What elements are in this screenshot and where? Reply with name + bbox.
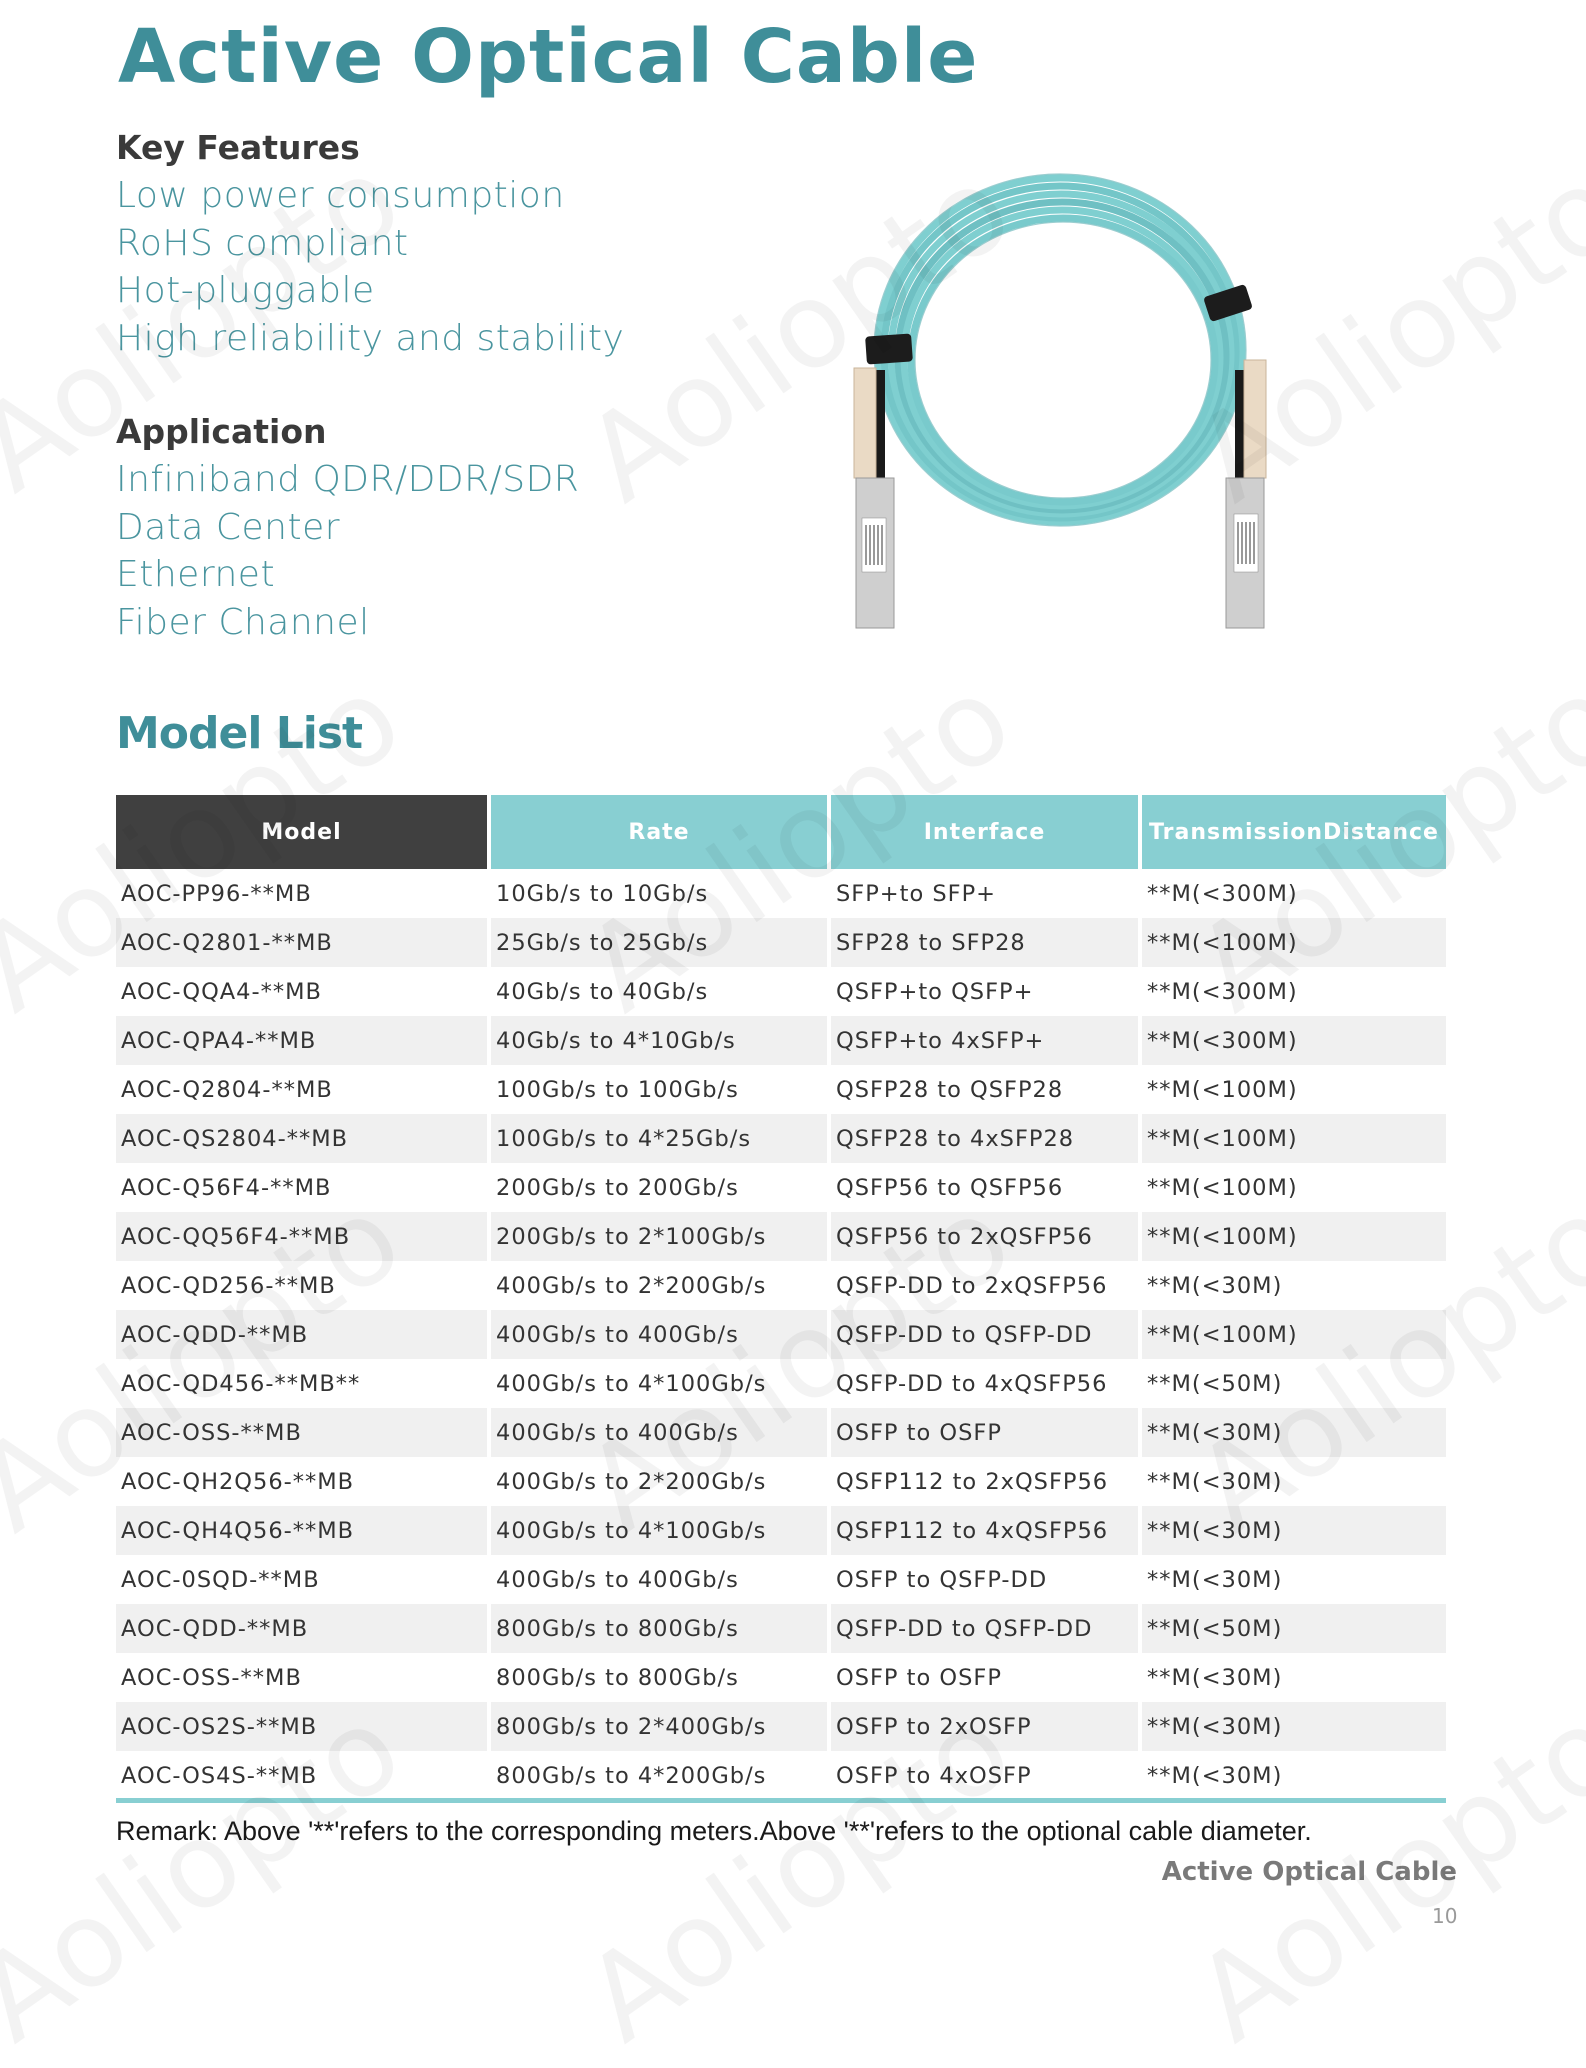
cell-model: AOC-QH2Q56-**MB — [121, 1468, 355, 1495]
cell-model: AOC-OSS-**MB — [116, 1408, 487, 1457]
cell-interface: OSFP to 4xOSFP — [836, 1762, 1032, 1789]
application-heading: Application — [116, 412, 327, 451]
cell-interface: SFP28 to SFP28 — [831, 918, 1138, 967]
table-bottom-divider — [116, 1798, 1446, 1803]
cell-distance: **M(<30M) — [1147, 1566, 1283, 1593]
cell-distance: **M(<30M) — [1142, 1702, 1446, 1751]
cell-interface: QSFP28 to 4xSFP28 — [831, 1114, 1138, 1163]
cell-distance: **M(<300M) — [1147, 880, 1298, 907]
cell-model: AOC-Q2801-**MB — [116, 918, 487, 967]
table-row — [116, 1702, 1446, 1751]
cell-distance: **M(<100M) — [1142, 1310, 1446, 1359]
cell-distance: **M(<50M) — [1147, 1370, 1283, 1397]
table-row — [116, 1114, 1446, 1163]
table-row — [116, 1457, 1446, 1506]
cell-interface: QSFP-DD to QSFP-DD — [831, 1310, 1138, 1359]
cell-distance: **M(<100M) — [1147, 1174, 1298, 1201]
table-header-row — [116, 795, 1446, 869]
cell-model: AOC-QDD-**MB — [116, 1604, 487, 1653]
cell-interface: QSFP+to QSFP+ — [836, 978, 1034, 1005]
table-row — [116, 1604, 1446, 1653]
column-header-interface: Interface — [831, 795, 1138, 869]
table-row — [116, 1555, 1446, 1604]
aoc-cable-coil-image — [840, 150, 1280, 630]
cell-interface: OSFP to OSFP — [831, 1408, 1138, 1457]
cell-model: AOC-Q56F4-**MB — [121, 1174, 332, 1201]
cell-model: AOC-QD256-**MB — [121, 1272, 336, 1299]
application-item: Ethernet — [116, 554, 276, 595]
cell-distance: **M(<100M) — [1147, 1076, 1298, 1103]
table-row — [116, 1212, 1446, 1261]
cell-rate: 400Gb/s to 400Gb/s — [496, 1566, 739, 1593]
cell-model: AOC-OS2S-**MB — [116, 1702, 487, 1751]
cell-rate: 800Gb/s to 800Gb/s — [491, 1604, 827, 1653]
remark-text: Remark: Above '**'refers to the corresponding meters.Above '**'refers to the optional cable diameter. — [116, 1816, 1312, 1846]
application-item: Data Center — [116, 506, 341, 548]
cell-model: AOC-Q2804-**MB — [121, 1076, 333, 1103]
cell-rate: 400Gb/s to 2*200Gb/s — [496, 1468, 767, 1495]
cell-distance: **M(<30M) — [1147, 1762, 1283, 1789]
cell-model: AOC-QPA4-**MB — [116, 1016, 487, 1065]
cell-model: AOC-0SQD-**MB — [121, 1566, 320, 1593]
cell-model: AOC-QQ56F4-**MB — [116, 1212, 487, 1261]
column-header-rate: Rate — [491, 795, 827, 869]
cell-rate: 400Gb/s to 400Gb/s — [491, 1310, 827, 1359]
key-features-list — [116, 172, 624, 362]
table-row — [116, 1163, 1446, 1212]
cell-rate: 800Gb/s to 800Gb/s — [496, 1664, 739, 1691]
cell-interface: QSFP112 to 2xQSFP56 — [836, 1468, 1109, 1495]
cell-interface: QSFP-DD to QSFP-DD — [831, 1604, 1138, 1653]
cell-rate: 200Gb/s to 200Gb/s — [496, 1174, 739, 1201]
cell-interface: OSFP to QSFP-DD — [836, 1566, 1048, 1593]
cell-model: AOC-OSS-**MB — [121, 1664, 302, 1691]
cell-rate: 800Gb/s to 2*400Gb/s — [491, 1702, 827, 1751]
table-row — [116, 1261, 1446, 1310]
cell-model: AOC-PP96-**MB — [121, 880, 312, 907]
cell-interface: QSFP112 to 4xQSFP56 — [831, 1506, 1138, 1555]
cell-rate: 25Gb/s to 25Gb/s — [491, 918, 827, 967]
cell-rate: 800Gb/s to 4*200Gb/s — [496, 1762, 767, 1789]
cell-distance: **M(<30M) — [1142, 1506, 1446, 1555]
cell-interface: QSFP-DD to 4xQSFP56 — [836, 1370, 1108, 1397]
table-row — [116, 1653, 1446, 1702]
cell-rate: 200Gb/s to 2*100Gb/s — [491, 1212, 827, 1261]
cell-rate: 400Gb/s to 4*100Gb/s — [491, 1506, 827, 1555]
key-features-heading: Key Features — [116, 128, 360, 167]
application-item: Fiber Channel — [116, 601, 370, 643]
table-row — [116, 1065, 1446, 1114]
cell-interface: QSFP+to 4xSFP+ — [831, 1016, 1138, 1065]
table-row — [116, 869, 1446, 918]
cell-model: AOC-OS4S-**MB — [121, 1762, 318, 1789]
table-row — [116, 1506, 1446, 1555]
cell-interface: OSFP to 2xOSFP — [831, 1702, 1138, 1751]
cell-rate: 40Gb/s to 40Gb/s — [496, 978, 709, 1005]
table-row — [116, 1751, 1446, 1800]
feature-item: RoHS compliant — [116, 222, 409, 264]
cell-rate: 400Gb/s to 400Gb/s — [491, 1408, 827, 1457]
feature-item: High reliability and stability — [116, 317, 625, 359]
cell-distance: **M(<30M) — [1147, 1272, 1283, 1299]
cell-distance: **M(<30M) — [1147, 1664, 1283, 1691]
cell-rate: 40Gb/s to 4*10Gb/s — [491, 1016, 827, 1065]
table-row — [116, 1016, 1446, 1065]
cell-rate: 400Gb/s to 2*200Gb/s — [496, 1272, 767, 1299]
table-row — [116, 967, 1446, 1016]
cell-distance: **M(<50M) — [1142, 1604, 1446, 1653]
model-list-heading: Model List — [116, 708, 363, 759]
application-list — [116, 456, 579, 646]
cell-interface: OSFP to OSFP — [836, 1664, 1002, 1691]
footer-label: Active Optical Cable — [1161, 1857, 1457, 1887]
cell-model: AOC-QDD-**MB — [116, 1310, 487, 1359]
table-row — [116, 1359, 1446, 1408]
cell-rate: 100Gb/s to 100Gb/s — [496, 1076, 739, 1103]
cell-model: AOC-QS2804-**MB — [116, 1114, 487, 1163]
table-row — [116, 1310, 1446, 1359]
table-row — [116, 918, 1446, 967]
cell-distance: **M(<100M) — [1142, 918, 1446, 967]
table-row — [116, 1408, 1446, 1457]
page-number: 10 — [1432, 1904, 1458, 1928]
cell-distance: **M(<100M) — [1142, 1212, 1446, 1261]
cell-distance: **M(<100M) — [1142, 1114, 1446, 1163]
application-item: Infiniband QDR/DDR/SDR — [116, 459, 580, 500]
cell-model: AOC-QQA4-**MB — [121, 978, 322, 1005]
cell-interface: QSFP56 to 2xQSFP56 — [831, 1212, 1138, 1261]
cell-distance: **M(<300M) — [1147, 978, 1298, 1005]
cell-distance: **M(<30M) — [1147, 1468, 1283, 1495]
cell-interface: QSFP-DD to 2xQSFP56 — [836, 1272, 1108, 1299]
cell-distance: **M(<300M) — [1142, 1016, 1446, 1065]
page-title: Active Optical Cable — [118, 14, 979, 100]
cell-distance: **M(<30M) — [1142, 1408, 1446, 1457]
cell-rate: 10Gb/s to 10Gb/s — [496, 880, 709, 907]
cell-interface: QSFP56 to QSFP56 — [836, 1174, 1064, 1201]
cell-model: AOC-QH4Q56-**MB — [116, 1506, 487, 1555]
model-table — [112, 795, 1450, 1800]
cell-rate: 100Gb/s to 4*25Gb/s — [491, 1114, 827, 1163]
cell-model: AOC-QD456-**MB** — [121, 1370, 361, 1397]
feature-item: Hot-pluggable — [116, 270, 375, 311]
cell-rate: 400Gb/s to 4*100Gb/s — [496, 1370, 767, 1397]
cell-interface: QSFP28 to QSFP28 — [836, 1076, 1064, 1103]
column-header-model: Model — [116, 795, 487, 869]
feature-item: Low power consumption — [116, 175, 565, 216]
column-header-transmission-distance: TransmissionDistance — [1142, 795, 1446, 869]
cell-interface: SFP+to SFP+ — [836, 880, 997, 907]
